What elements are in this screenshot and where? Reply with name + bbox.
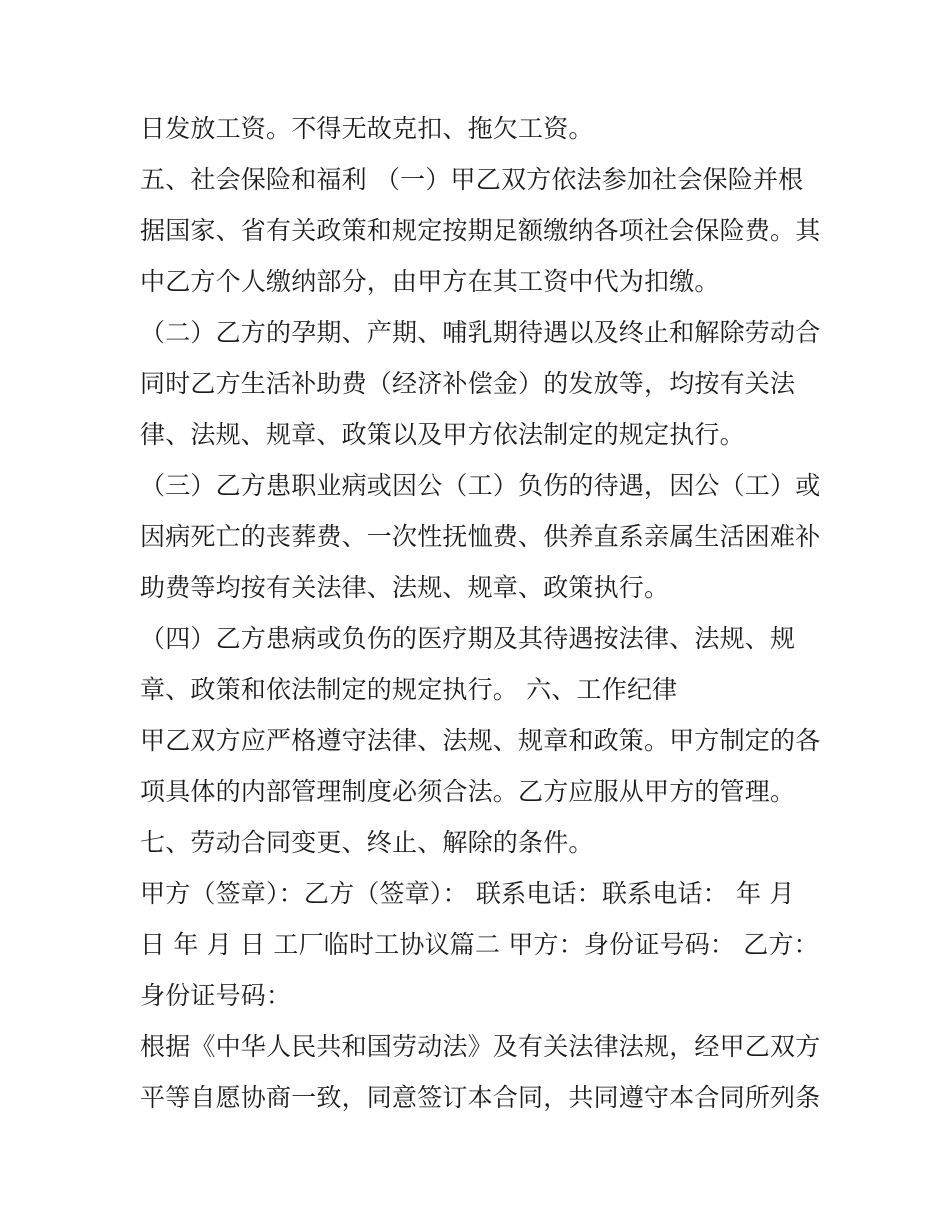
text-line: 同时乙方生活补助费（经济补偿金）的发放等，均按有关法 bbox=[140, 369, 796, 398]
text-line: 日发放工资。不得无故克扣、拖欠工资。 bbox=[140, 114, 594, 143]
text-line: （三）乙方患职业病或因公（工）负伤的待遇，因公（工）或 bbox=[140, 471, 821, 500]
text-line: 七、劳动合同变更、终止、解除的条件。 bbox=[140, 828, 594, 857]
text-line: 根据《中华人民共和国劳动法》及有关法律法规，经甲乙双方 bbox=[140, 1032, 821, 1061]
text-line: 据国家、省有关政策和规定按期足额缴纳各项社会保险费。其 bbox=[140, 216, 821, 245]
text-line: 甲乙双方应严格遵守法律、法规、规章和政策。甲方制定的各 bbox=[140, 726, 821, 755]
text-line: （二）乙方的孕期、产期、哺乳期待遇以及终止和解除劳动合 bbox=[140, 318, 821, 347]
text-line: 中乙方个人缴纳部分，由甲方在其工资中代为扣缴。 bbox=[140, 267, 720, 296]
text-line: 平等自愿协商一致，同意签订本合同，共同遵守本合同所列条 bbox=[140, 1083, 821, 1112]
text-line: 五、社会保险和福利 （一）甲乙双方依法参加社会保险并根 bbox=[140, 165, 804, 194]
text-line: 身份证号码： bbox=[140, 981, 292, 1010]
text-line: （四）乙方患病或负伤的医疗期及其待遇按法律、法规、规 bbox=[140, 624, 796, 653]
text-line: 律、法规、规章、政策以及甲方依法制定的规定执行。 bbox=[140, 420, 745, 449]
text-line: 章、政策和依法制定的规定执行。 六、工作纪律 bbox=[140, 675, 678, 704]
text-line: 日 年 月 日 工厂临时工协议篇二 甲方：身份证号码： 乙方： bbox=[140, 930, 819, 959]
text-line: 因病死亡的丧葬费、一次性抚恤费、供养直系亲属生活困难补 bbox=[140, 522, 821, 551]
text-line: 助费等均按有关法律、法规、规章、政策执行。 bbox=[140, 573, 670, 602]
text-line: 项具体的内部管理制度必须合法。乙方应服从甲方的管理。 bbox=[140, 777, 796, 806]
text-line: 甲方（签章）：乙方（签章）： 联系电话：联系电话： 年 月 bbox=[140, 879, 795, 908]
